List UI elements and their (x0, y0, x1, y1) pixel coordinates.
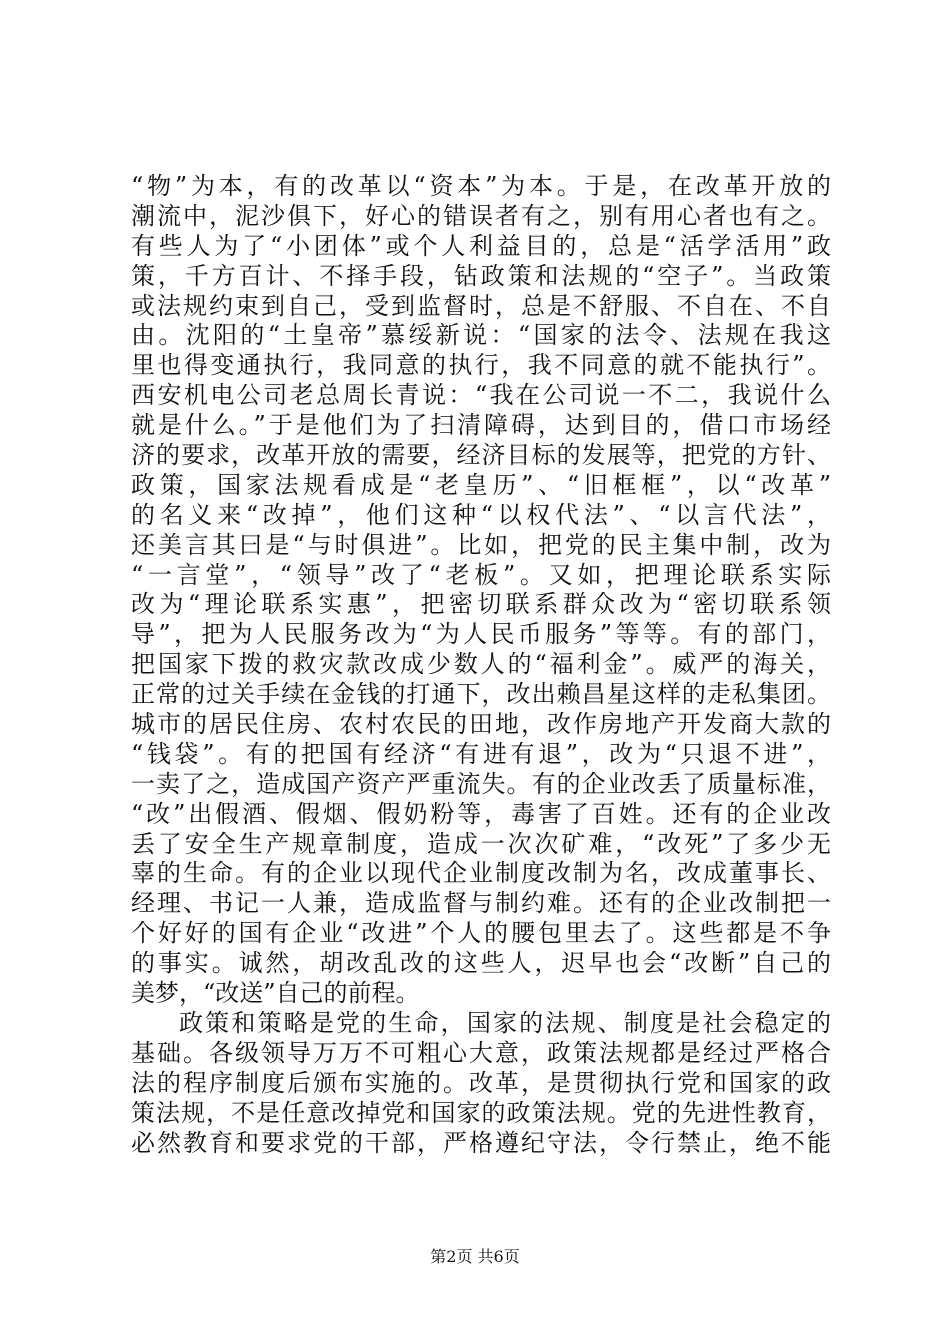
text-line: 或法规约束到自己，受到监督时，总是不舒服、不自在、不自 (131, 291, 831, 320)
text-line: 把国家下拨的救灾款改成少数人的“福利金”。威严的海关， (131, 650, 831, 679)
text-line: 济的要求，改革开放的需要，经济目标的发展等，把党的方针、 (131, 441, 831, 470)
text-line: 就是什么。”于是他们为了扫清障碍，达到目的，借口市场经 (131, 411, 831, 440)
text-line: “改”出假酒、假烟、假奶粉等，毒害了百姓。还有的企业改 (131, 799, 831, 828)
text-line: “钱袋”。有的把国有经济“有进有退”，改为“只退不进”， (131, 739, 831, 768)
text-line: 潮流中，泥沙俱下，好心的错误者有之，别有用心者也有之。 (131, 201, 831, 230)
text-line: 导”，把为人民服务改为“为人民币服务”等等。有的部门， (131, 620, 831, 649)
text-line: 城市的居民住房、农村农民的田地，改作房地产开发商大款的 (131, 710, 831, 739)
text-line: 由。沈阳的“土皇帝”慕绥新说：“国家的法令、法规在我这 (131, 321, 831, 350)
text-line: 策法规，不是任意改掉党和国家的政策法规。党的先进性教育， (131, 1098, 831, 1127)
text-line: “物”为本，有的改革以“资本”为本。于是，在改革开放的 (131, 172, 831, 200)
text-line: 正常的过关手续在金钱的打通下，改出赖昌星这样的走私集团。 (131, 680, 831, 709)
text-line: 个好好的国有企业“改进”个人的腰包里去了。这些都是不争 (131, 919, 831, 948)
text-line: 西安机电公司老总周长青说：“我在公司说一不二，我说什么 (131, 381, 831, 410)
text-line: 改为“理论联系实惠”，把密切联系群众改为“密切联系领 (131, 590, 831, 619)
text-line: “一言堂”，“领导”改了“老板”。又如，把理论联系实际 (131, 560, 831, 589)
text-line: 法的程序制度后颁布实施的。改革，是贯彻执行党和国家的政 (131, 1068, 831, 1097)
text-line: 经理、书记一人兼，造成监督与制约难。还有的企业改制把一 (131, 889, 831, 918)
text-line: 基础。各级领导万万不可粗心大意，政策法规都是经过严格合 (131, 1038, 831, 1067)
text-line: 丢了安全生产规章制度，造成一次次矿难，“改死”了多少无 (131, 829, 831, 858)
text-line: 里也得变通执行，我同意的执行，我不同意的就不能执行”。 (131, 351, 831, 380)
text-line: 还美言其曰是“与时俱进”。比如，把党的民主集中制，改为 (131, 530, 831, 559)
text-line: 策，千方百计、不择手段，钻政策和法规的“空子”。当政策 (131, 261, 831, 290)
text-line: 有些人为了“小团体”或个人利益目的，总是“活学活用”政 (131, 231, 831, 260)
text-line: 的名义来“改掉”，他们这种“以权代法”、“以言代法”， (131, 500, 831, 529)
paragraph-first-line: 政策和策略是党的生命，国家的法规、制度是社会稳定的 (179, 1008, 831, 1037)
text-line: 一卖了之，造成国产资产严重流失。有的企业改丢了质量标准， (131, 769, 831, 798)
text-line: 必然教育和要求党的干部，严格遵纪守法，令行禁止，绝不能 (131, 1128, 831, 1157)
text-line: 的事实。诚然，胡改乱改的这些人，迟早也会“改断”自己的 (131, 949, 831, 978)
page-number-footer: 第2页 共6页 (430, 1247, 520, 1266)
text-line: 辜的生命。有的企业以现代企业制度改制为名，改成董事长、 (131, 859, 831, 888)
text-line: 美梦，“改送”自己的前程。 (131, 979, 420, 1008)
text-line: 政策，国家法规看成是“老皇历”、“旧框框”，以“改革” (131, 470, 831, 499)
body-text (131, 172, 831, 1158)
